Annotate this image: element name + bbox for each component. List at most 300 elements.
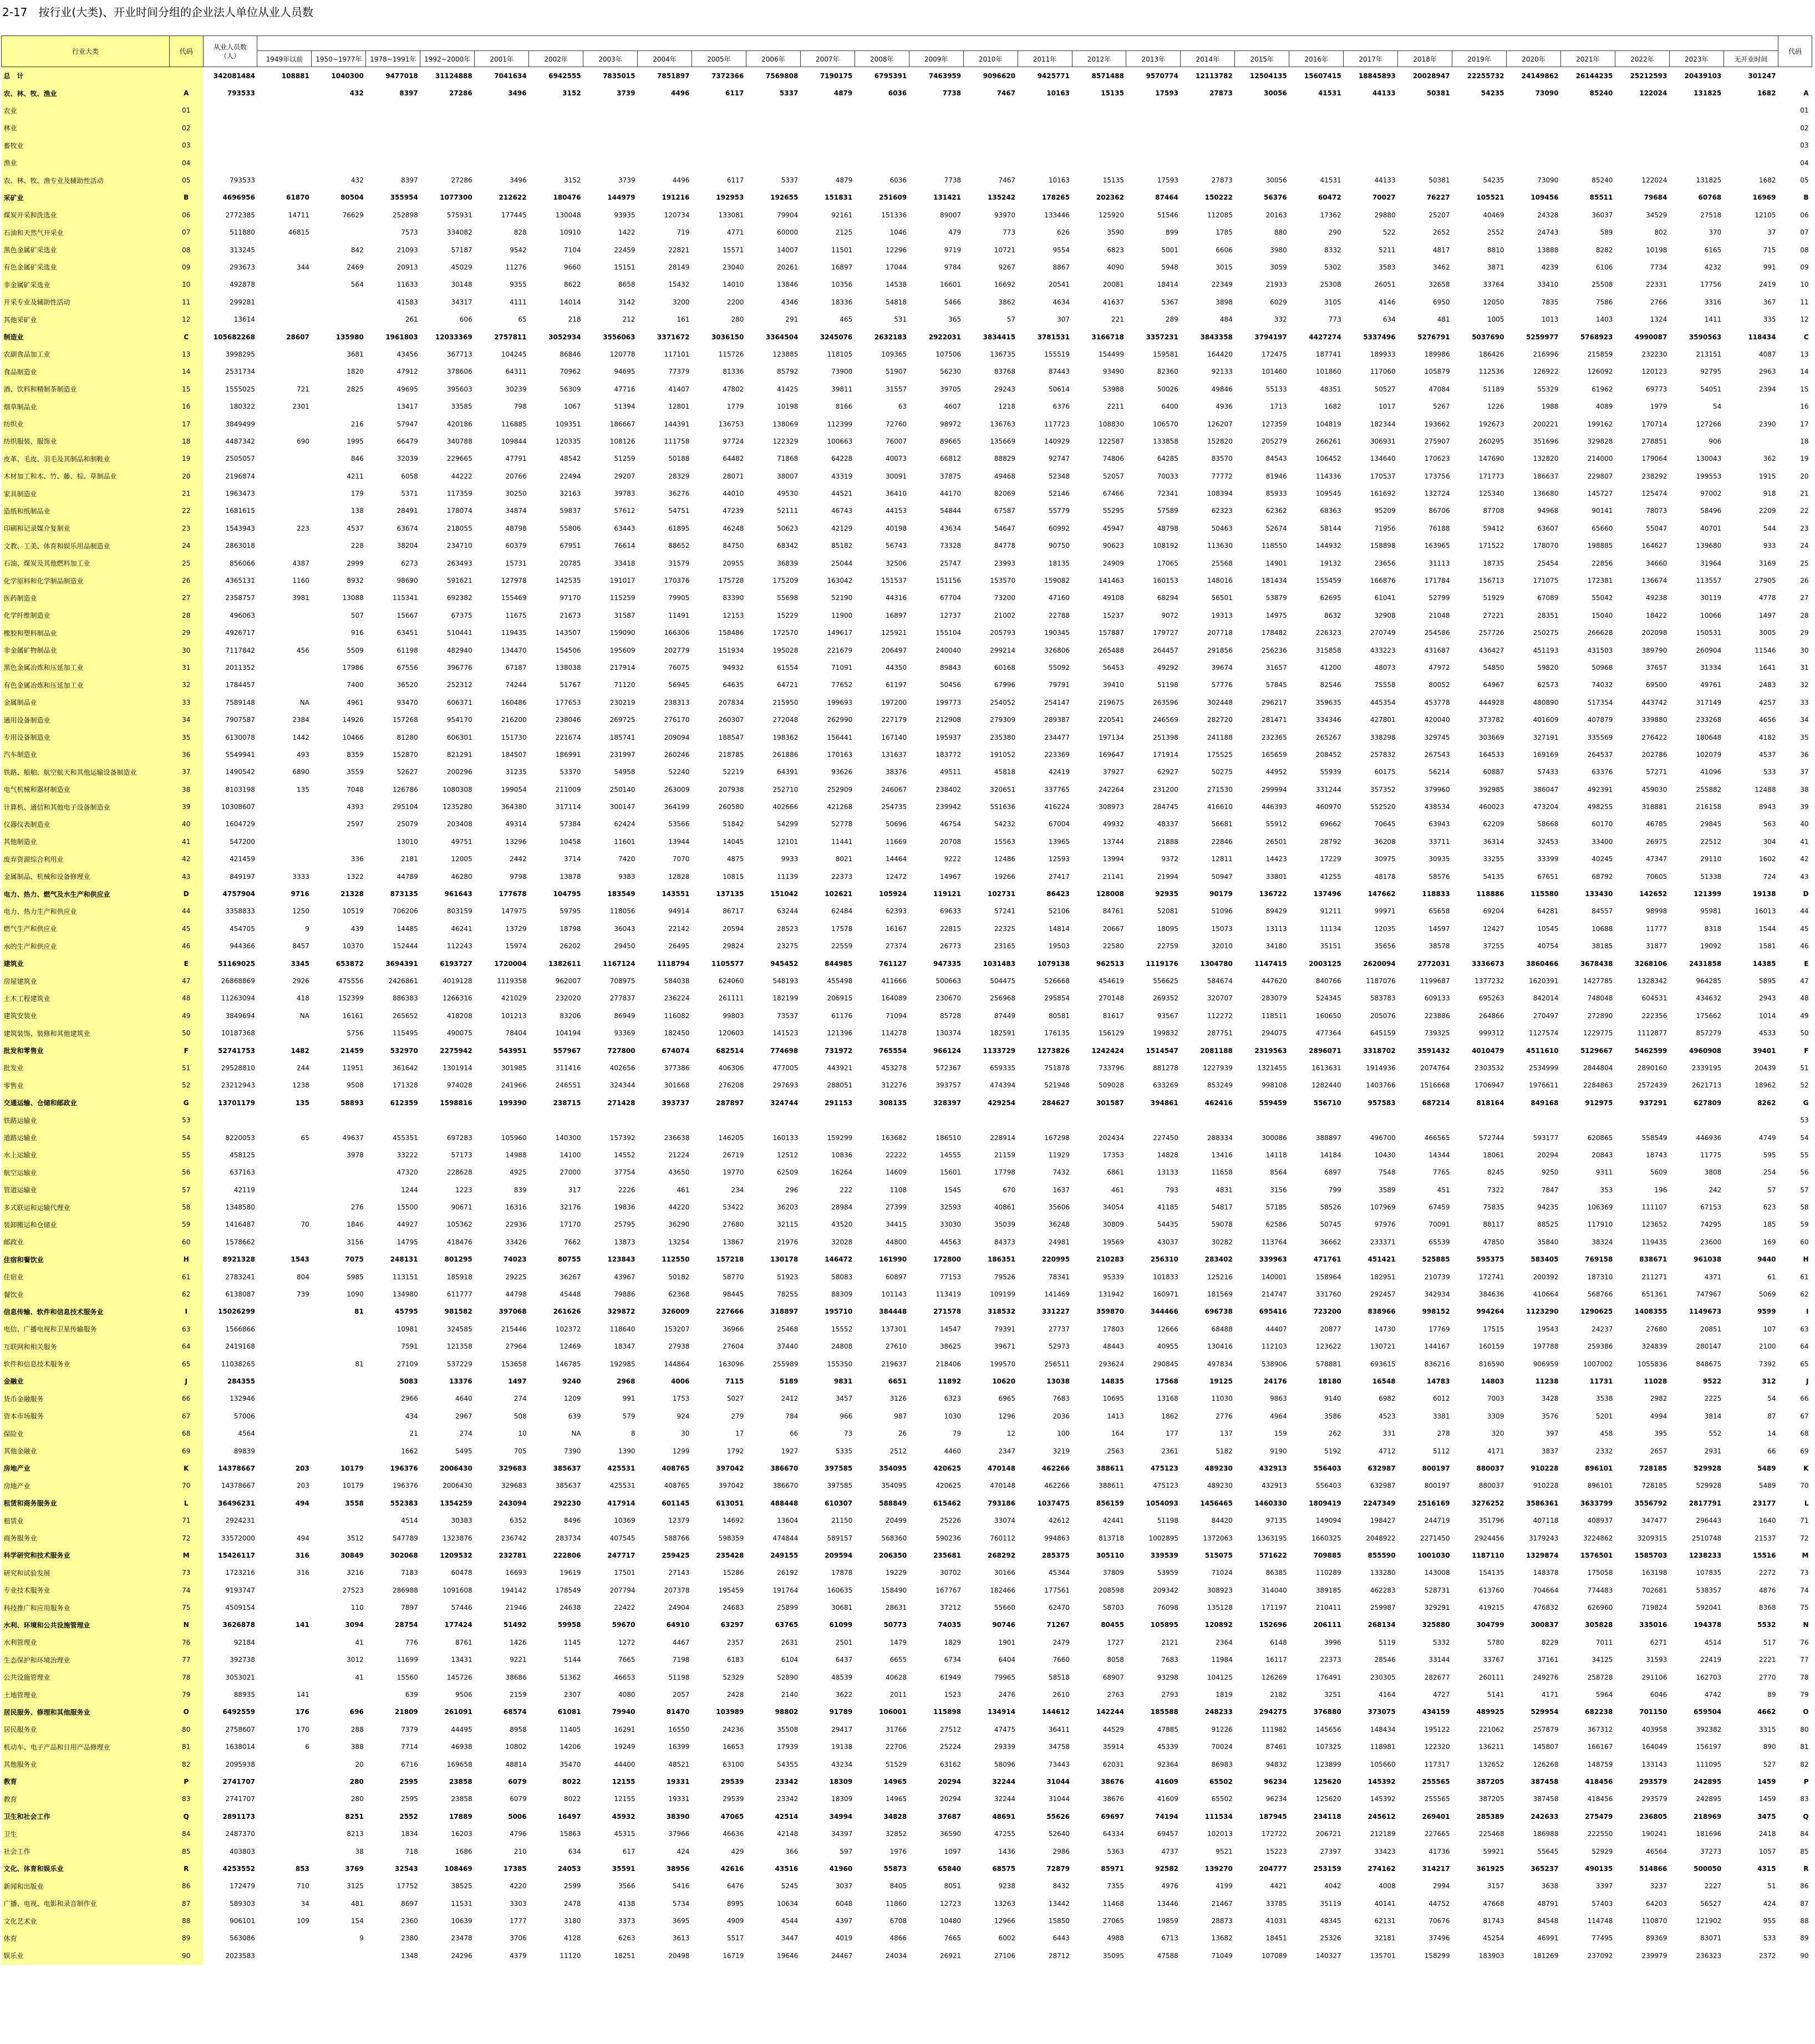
value-cell: 632987 [1367, 1464, 1396, 1472]
value-cell: 10721 [994, 246, 1016, 254]
value-cell: 351796 [1478, 1517, 1504, 1525]
value-cell: 637163 [230, 1168, 255, 1177]
value-cell: 105682268 [213, 333, 255, 341]
value-cell: 4537 [1758, 750, 1776, 759]
value-cell: 508 [514, 1412, 527, 1420]
value-cell: 212908 [936, 716, 962, 724]
industry-code: 50 [169, 1024, 203, 1041]
value-cell: 43967 [614, 1273, 635, 1281]
value-cell: 4019128 [443, 977, 472, 985]
value-cell: 163965 [1424, 542, 1450, 550]
value-cell: 260111 [1478, 1673, 1504, 1681]
value-cell [1724, 154, 1778, 171]
value-cell: 147662 [1367, 890, 1396, 898]
value-cell: 1227939 [1203, 1064, 1233, 1072]
value-cell: 2140 [781, 1691, 799, 1699]
value-cell: 107506 [936, 350, 962, 358]
value-cell: 51529 [886, 1760, 907, 1768]
value-cell: 695263 [1478, 994, 1504, 1003]
value-cell: 9311 [1595, 1168, 1613, 1177]
value-cell: 58703 [1102, 1604, 1124, 1612]
table-row [2, 224, 1812, 241]
value-cell: 3156 [1270, 1186, 1287, 1194]
value-cell: 46280 [451, 872, 472, 881]
industry-name: 商务服务业 [2, 1529, 170, 1547]
table-row [2, 1878, 1812, 1895]
value-cell: 81 [354, 1308, 364, 1316]
value-cell [257, 1407, 312, 1425]
value-cell: 548193 [772, 977, 799, 985]
industry-name: 专业技术服务业 [2, 1582, 170, 1599]
value-cell: 27610 [886, 1343, 907, 1351]
industry-name: 房地产业 [2, 1477, 170, 1494]
value-cell: 41031 [1265, 1917, 1287, 1925]
value-cell: 477005 [772, 1064, 799, 1072]
value-cell: 8496 [564, 1517, 581, 1525]
value-cell: 294075 [1261, 1029, 1287, 1038]
value-cell: 572367 [936, 1064, 962, 1072]
value-cell: 12296 [886, 246, 907, 254]
value-cell: 108126 [609, 437, 635, 445]
value-cell: 3371672 [657, 333, 690, 341]
value-cell: 153207 [664, 1325, 690, 1333]
value-cell: 1681615 [225, 507, 255, 515]
value-cell: 1040300 [331, 72, 364, 80]
industry-code: 65 [169, 1355, 203, 1372]
value-cell: 54818 [886, 298, 907, 306]
table-row [2, 677, 1812, 694]
value-cell: 1976 [889, 1847, 907, 1855]
industry-header: 行业大类 [2, 36, 170, 67]
industry-name: 居民服务、修理和其他服务业 [2, 1704, 170, 1721]
value-cell [1724, 119, 1778, 136]
value-cell: 121358 [446, 1343, 472, 1351]
value-cell: 40861 [994, 1203, 1016, 1212]
value-cell: 57173 [451, 1151, 472, 1159]
value-cell: 171784 [1424, 577, 1450, 585]
value-cell: 55626 [1046, 1812, 1070, 1821]
industry-code-right: 13 [1800, 350, 1809, 358]
value-cell: 721 [296, 385, 309, 393]
value-cell: 184507 [501, 750, 527, 759]
value-cell: 6036 [888, 89, 907, 98]
value-cell: 19092 [1700, 942, 1722, 950]
value-cell: 3125 [347, 1882, 364, 1890]
value-cell: 6716 [401, 1760, 418, 1768]
value-cell: 234118 [1313, 1812, 1341, 1821]
value-cell: 4757904 [222, 890, 255, 898]
value-cell: 627809 [1694, 1099, 1722, 1107]
industry-code: 76 [169, 1634, 203, 1651]
value-cell: 177445 [501, 211, 527, 219]
value-cell: 210283 [1096, 1255, 1124, 1264]
value-cell: 14975 [1265, 611, 1287, 619]
value-cell: 2763 [1107, 1691, 1124, 1699]
value-cell: 8282 [1595, 246, 1613, 254]
value-cell: 41 [355, 1638, 364, 1646]
value-cell: 263493 [446, 559, 472, 567]
value-cell: 34874 [505, 507, 527, 515]
value-cell: 19859 [1157, 1917, 1178, 1925]
value-cell: 80455 [1101, 1621, 1124, 1629]
value-cell: 63297 [720, 1621, 744, 1629]
value-cell: 552 [1709, 1430, 1722, 1438]
table-row [2, 1756, 1812, 1773]
value-cell: 44316 [886, 594, 907, 602]
value-cell: 70024 [1211, 1743, 1233, 1751]
value-cell: 207378 [664, 1586, 690, 1594]
table-row [2, 1582, 1812, 1599]
value-cell: 1014 [1758, 1011, 1776, 1020]
value-cell: 504475 [990, 977, 1016, 985]
value-cell: 96234 [1264, 1777, 1287, 1786]
value-cell: 4171 [1487, 1447, 1504, 1455]
value-cell: 524345 [1315, 994, 1341, 1003]
industry-code: 51 [169, 1059, 203, 1076]
industry-name: 货币金融服务 [2, 1390, 170, 1407]
value-cell: 44521 [831, 490, 853, 498]
value-cell: 2844804 [1583, 1064, 1613, 1072]
value-cell: 387458 [1531, 1777, 1559, 1786]
value-cell: 63765 [775, 1621, 799, 1629]
value-cell: 93470 [396, 698, 418, 706]
industry-name: 航空运输业 [2, 1164, 170, 1181]
value-cell: 9238 [998, 1882, 1016, 1890]
value-cell: 179 [350, 490, 364, 498]
value-cell [800, 154, 855, 171]
value-cell: 2006430 [443, 1482, 472, 1490]
value-cell [1669, 1111, 1724, 1128]
value-cell: 308973 [1099, 803, 1124, 811]
value-cell: 75558 [1374, 681, 1396, 689]
value-cell: 98445 [723, 1290, 744, 1299]
value-cell [257, 137, 312, 154]
value-cell: 6165 [1704, 246, 1722, 254]
value-cell: 60768 [1698, 194, 1722, 202]
value-cell: 1091608 [443, 1586, 472, 1594]
value-cell: 3538 [1595, 1395, 1613, 1403]
value-cell: 373782 [1478, 716, 1504, 724]
value-cell: 376880 [1313, 1708, 1341, 1716]
industry-code: 86 [169, 1878, 203, 1895]
value-cell: 6271 [1650, 1638, 1667, 1646]
value-cell: 803159 [446, 907, 472, 916]
value-cell: 44133 [1374, 176, 1396, 185]
industry-code-right: 64 [1800, 1343, 1809, 1351]
value-cell: 65660 [1592, 524, 1613, 532]
industry-name: 社会工作 [2, 1843, 170, 1860]
value-cell: 2364 [1216, 1638, 1233, 1646]
value-cell: 3583 [1379, 263, 1396, 271]
value-cell: 1566866 [225, 1325, 255, 1333]
table-row [2, 520, 1812, 537]
industry-code-right: 32 [1800, 681, 1809, 689]
value-cell: 3849694 [225, 1011, 255, 1020]
value-cell [312, 1512, 366, 1529]
value-cell: 2390 [1758, 420, 1776, 428]
value-cell: 60000 [777, 228, 799, 237]
value-cell: 15863 [560, 1830, 581, 1838]
value-cell: 568766 [1587, 1290, 1613, 1299]
industry-code-right: 87 [1800, 1899, 1809, 1908]
value-cell: 212622 [499, 194, 527, 202]
value-cell: 2632183 [874, 333, 907, 341]
value-cell: 230670 [936, 994, 962, 1003]
value-cell: 402666 [772, 803, 799, 811]
value-cell: 34397 [831, 1830, 853, 1838]
value-cell: 2211 [1107, 403, 1124, 411]
value-cell: 20594 [723, 924, 744, 933]
value-cell: 425531 [609, 1482, 635, 1490]
industry-code: 82 [169, 1756, 203, 1773]
value-cell: 964285 [1696, 977, 1722, 985]
value-cell: 278 [1437, 1430, 1450, 1438]
value-cell: 19331 [666, 1777, 690, 1786]
value-cell: 25326 [1320, 1934, 1341, 1943]
value-cell: 25044 [831, 559, 853, 567]
value-cell: 14485 [396, 924, 418, 933]
value-cell: 453778 [1424, 698, 1450, 706]
value-cell: 276422 [1641, 733, 1667, 741]
value-cell [257, 1320, 312, 1338]
value-cell [1072, 119, 1126, 136]
value-cell: 62509 [777, 1168, 799, 1177]
value-cell: 152870 [392, 750, 418, 759]
value-cell: 207718 [1207, 629, 1233, 637]
value-cell: 22936 [505, 1221, 527, 1229]
value-cell: 123652 [1641, 1221, 1667, 1229]
value-cell: 19229 [886, 1569, 907, 1577]
value-cell [312, 1425, 366, 1442]
value-cell: 42616 [720, 1864, 744, 1873]
table-row [2, 1634, 1812, 1651]
value-cell: 227666 [716, 1308, 744, 1316]
value-cell: 1209 [564, 1395, 581, 1403]
value-cell: 4315 [1757, 1864, 1776, 1873]
value-cell: 150531 [1696, 629, 1722, 637]
value-cell: 54850 [1483, 663, 1504, 672]
value-cell: 27873 [1211, 176, 1233, 185]
value-cell: 2372 [1758, 1951, 1776, 1960]
table-row [2, 84, 1812, 101]
value-cell: 2552 [1487, 228, 1504, 237]
value-cell: 120892 [1204, 1621, 1233, 1629]
value-cell: 11951 [342, 1064, 364, 1072]
value-cell: 13682 [1211, 1934, 1233, 1943]
value-cell: 26202 [560, 942, 581, 950]
value-cell: 48443 [1102, 1343, 1124, 1351]
value-cell: 32176 [560, 1203, 581, 1212]
value-cell: 146205 [718, 1133, 744, 1142]
industry-code-right: 35 [1800, 733, 1809, 741]
value-cell: 26192 [777, 1569, 799, 1577]
industry-code-right: A [1803, 89, 1809, 98]
value-cell: 37927 [1102, 768, 1124, 776]
value-cell: 320 [1491, 1430, 1504, 1438]
value-cell: 126268 [1533, 1760, 1559, 1768]
value-cell: 419215 [1478, 1604, 1504, 1612]
value-cell: 23858 [449, 1777, 472, 1786]
value-cell: 41609 [1157, 1795, 1178, 1803]
value-cell: 195609 [609, 646, 635, 654]
value-cell: 403803 [230, 1847, 255, 1855]
value-cell: 4656 [1758, 716, 1776, 724]
industry-code-right: Q [1803, 1812, 1809, 1821]
value-cell: 88525 [1537, 1221, 1559, 1229]
industry-code-right: 26 [1800, 577, 1809, 585]
value-cell: 49846 [1211, 385, 1233, 393]
value-cell: 13038 [1046, 1377, 1070, 1385]
value-cell: 208598 [1099, 1586, 1124, 1594]
value-cell: 5332 [1433, 1638, 1450, 1646]
value-cell: 14423 [1265, 855, 1287, 863]
value-cell: 62031 [1102, 1760, 1124, 1768]
value-cell: 160635 [827, 1586, 853, 1594]
value-cell: 2225 [1704, 1395, 1722, 1403]
value-cell: 172479 [230, 1882, 255, 1890]
industry-code-right: 18 [1800, 437, 1809, 445]
value-cell: 84548 [1537, 1917, 1559, 1925]
year-header: 2003年 [583, 51, 638, 67]
value-cell: 16969 [1752, 194, 1776, 202]
value-cell: 198427 [1370, 1517, 1396, 1525]
value-cell: 153658 [501, 1360, 527, 1368]
value-cell: 4879 [835, 176, 853, 185]
value-cell: 199553 [1696, 472, 1722, 480]
value-cell [312, 293, 366, 311]
value-cell: 22494 [560, 472, 581, 480]
value-cell: 105521 [1476, 194, 1504, 202]
value-cell: 407545 [609, 1534, 635, 1542]
value-cell: 6002 [998, 1934, 1016, 1943]
value-cell: 1819 [1216, 1691, 1233, 1699]
industry-name: 信息传输、软件和信息技术服务业 [2, 1303, 170, 1320]
value-cell: 37966 [668, 1830, 690, 1838]
value-cell: 283734 [555, 1534, 581, 1542]
value-cell: 1784457 [225, 681, 255, 689]
value-cell: 13442 [1048, 1899, 1070, 1908]
value-cell: 3808 [1704, 1168, 1722, 1177]
value-cell: 18336 [831, 298, 853, 306]
value-cell: 70605 [1646, 872, 1667, 881]
value-cell: 4817 [1433, 246, 1450, 254]
value-cell: 93970 [994, 211, 1016, 219]
value-cell: 645159 [1370, 1029, 1396, 1038]
value-cell: 7075 [345, 1255, 364, 1264]
value-cell: 547789 [392, 1534, 418, 1542]
value-cell: 50947 [1211, 872, 1233, 881]
value-cell: 22419 [1700, 1656, 1722, 1664]
value-cell: 41407 [668, 385, 690, 393]
value-cell: 41637 [1102, 298, 1124, 306]
value-cell: 307 [1057, 316, 1070, 324]
industry-code-right: 40 [1800, 820, 1809, 828]
value-cell: 13431 [451, 1656, 472, 1664]
value-cell: 604531 [1641, 994, 1667, 1003]
value-cell: 12488 [1755, 785, 1776, 794]
value-cell: 998152 [1422, 1308, 1450, 1316]
value-cell: 51492 [503, 1621, 527, 1629]
value-cell: 293579 [1639, 1777, 1667, 1786]
value-cell: 166167 [1587, 1743, 1613, 1751]
value-cell: 23177 [1752, 1499, 1776, 1507]
value-cell: 231997 [609, 750, 635, 759]
value-cell: 218785 [718, 750, 744, 759]
value-cell: 61895 [668, 524, 690, 532]
value-cell [257, 467, 312, 485]
value-cell: 12113782 [1196, 72, 1233, 80]
value-cell [1289, 102, 1344, 119]
value-cell: 6273 [401, 559, 418, 567]
value-cell: 1416487 [225, 1221, 255, 1229]
value-cell: 1497 [1758, 611, 1776, 619]
value-cell: 80755 [557, 1255, 581, 1264]
value-cell: 134914 [987, 1708, 1016, 1716]
value-cell: 202779 [664, 646, 690, 654]
value-cell: 6890 [292, 768, 309, 776]
value-cell: 880037 [1476, 1464, 1504, 1472]
value-cell: 470148 [987, 1464, 1016, 1472]
value-cell: 5768923 [1580, 333, 1613, 341]
value-cell: 384448 [879, 1308, 907, 1316]
value-cell: 151336 [881, 211, 907, 219]
value-cell: 511880 [230, 228, 255, 237]
value-cell: 295854 [1044, 994, 1070, 1003]
value-cell: 3336673 [1472, 959, 1504, 968]
value-cell: 406306 [718, 1064, 744, 1072]
value-cell: 1411 [1704, 316, 1722, 324]
value-cell: 71956 [1374, 524, 1396, 532]
value-cell: 227450 [1153, 1133, 1178, 1142]
value-cell: 18962 [1755, 1081, 1776, 1090]
table-row [2, 1773, 1812, 1790]
industry-code: 89 [169, 1930, 203, 1947]
value-cell: 3814 [1704, 1412, 1722, 1420]
industry-name: 多式联运和运输代理业 [2, 1198, 170, 1216]
value-cell: 23600 [1700, 1238, 1722, 1246]
value-cell: 517354 [1587, 698, 1613, 706]
industry-name: 开采专业及辅助性活动 [2, 293, 170, 311]
value-cell: 304799 [1476, 1621, 1504, 1629]
industry-code: 49 [169, 1007, 203, 1024]
value-cell: 388897 [1315, 1133, 1341, 1142]
value-cell: 118640 [609, 1325, 635, 1333]
value-cell: 61176 [831, 1011, 853, 1020]
value-cell: 606 [459, 316, 472, 324]
value-cell: 52929 [1592, 1847, 1613, 1855]
value-cell: 42514 [775, 1812, 799, 1821]
value-cell [257, 1773, 312, 1790]
value-cell: 12811 [1211, 855, 1233, 863]
value-cell: 36411 [1048, 1725, 1070, 1733]
value-cell: 54 [1712, 403, 1722, 411]
table-row [2, 1007, 1812, 1024]
industry-code: C [169, 328, 203, 345]
value-cell: 209094 [664, 733, 690, 741]
value-cell: 67556 [396, 663, 418, 672]
value-cell [1018, 119, 1072, 136]
value-cell: 133081 [718, 211, 744, 219]
industry-code: 37 [169, 764, 203, 781]
value-cell: 59795 [560, 907, 581, 916]
industry-name: 房屋建筑业 [2, 972, 170, 989]
value-cell: 339539 [1150, 1551, 1178, 1559]
value-cell: 54235 [1483, 176, 1504, 185]
industry-code: 19 [169, 450, 203, 467]
value-cell: 51 [1767, 1882, 1776, 1890]
value-cell: 364199 [664, 803, 690, 811]
value-cell: 3694391 [385, 959, 418, 968]
